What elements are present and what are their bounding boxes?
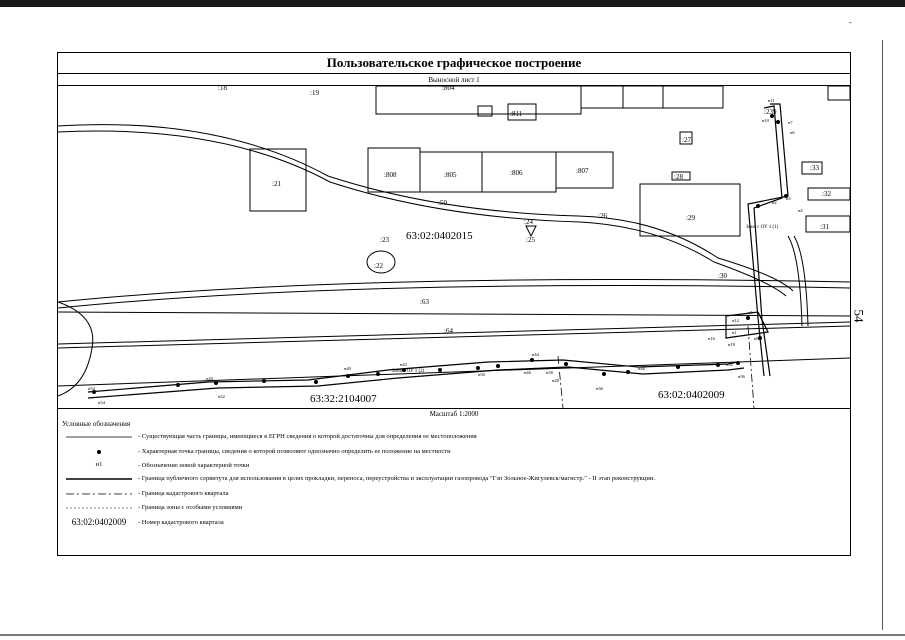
page-title: Пользовательское графическое построение <box>57 52 851 74</box>
point-label: н20 <box>206 376 213 381</box>
parcel-label: :239 <box>764 108 777 116</box>
boundary-point <box>262 379 266 383</box>
legend-row <box>62 445 842 459</box>
point-label: н48 <box>638 366 645 371</box>
point-label: н11 <box>768 98 775 103</box>
point-label: н56 <box>738 374 745 379</box>
legend-symbol-quarter-boundary <box>62 487 136 501</box>
point-label: н32 <box>218 394 225 399</box>
road-edge <box>58 131 786 296</box>
scan-top-edge <box>0 0 905 7</box>
parcel-label: :26 <box>598 212 607 220</box>
parcel-label: :804 <box>442 86 455 92</box>
parcel-label: :33 <box>810 164 819 172</box>
legend-row <box>62 472 842 486</box>
point-label: н8 <box>754 336 759 341</box>
scan-bottom-edge <box>0 634 905 636</box>
legend-row <box>62 487 842 501</box>
quarter-number: 63:02:0402015 <box>406 230 473 242</box>
boundary-point <box>736 361 740 365</box>
legend-text: - Граница публичного сервитута для использования в целях прокладки, переноса, переустройства и эксплуатации газопровода "Гзп Зольное-Жигулевск/магистр." - II этап реконструкции. <box>138 475 655 482</box>
point-label: н36 <box>596 386 603 391</box>
legend-symbol-zone-boundary <box>62 501 136 515</box>
point-label: н54 <box>88 386 95 391</box>
boundary-point <box>496 364 500 368</box>
point-label: н40 <box>344 366 351 371</box>
quarter-number: 63:32:2104007 <box>310 393 377 405</box>
zone-label: Зона с ОУ 1 (2) <box>392 369 425 374</box>
boundary-point <box>476 366 480 370</box>
parcel-label: :19 <box>310 89 319 97</box>
legend-symbol-point-label: н1 <box>95 461 103 468</box>
legend-text: - Обозначение новой характерной точки <box>138 462 250 469</box>
point-label: н46 <box>524 370 531 375</box>
legend-text: - Номер кадастрового квартала <box>138 519 224 526</box>
parcel-label: :807 <box>576 167 589 175</box>
point-label: н16 <box>708 336 715 341</box>
legend-symbol-servitude <box>62 472 136 486</box>
scan-right-edge <box>882 40 883 630</box>
legend-row <box>62 501 842 515</box>
servitude-boundary <box>88 360 738 392</box>
road-edge <box>58 286 850 309</box>
legend-title: Условные обозначения <box>62 420 131 428</box>
point-label: н3 <box>786 196 791 201</box>
legend-text: - Граница зоны с особыми условиями <box>138 504 243 511</box>
boundary-point <box>756 204 760 208</box>
parcel-label: :50 <box>438 199 447 207</box>
point-label: н12 <box>732 318 739 323</box>
building <box>623 86 663 108</box>
embankment <box>58 302 93 396</box>
boundary-point <box>176 383 180 387</box>
legend-text: - Существующая часть границы, имеющиеся в ЕГРН сведения о которой достаточны для определения ее местоположения <box>138 433 477 440</box>
boundary-point <box>626 370 630 374</box>
boundary-point <box>776 120 780 124</box>
legend-row <box>62 459 842 473</box>
point-label: н38 <box>546 370 553 375</box>
point-label: н2 <box>772 200 777 205</box>
quarter-number: 63:02:0402009 <box>658 389 725 401</box>
parcel-label: :30 <box>718 272 727 280</box>
point-label: н44 <box>532 352 539 357</box>
point-label: н7 <box>788 120 793 125</box>
zone-label: Зона с ОУ 1 (1) <box>746 225 779 230</box>
parcel-label: :27 <box>682 136 691 144</box>
parcel-label: :23 <box>380 236 389 244</box>
parcel-shape <box>526 226 536 236</box>
boundary-point <box>314 380 318 384</box>
boundary-point <box>376 372 380 376</box>
point-label: н52 <box>726 362 733 367</box>
scale-text: Масштаб 1:2000 <box>57 408 851 418</box>
parcel-label: :32 <box>822 190 831 198</box>
point-label: н34 <box>98 400 105 405</box>
sheet-label: Выносной лист 1 <box>57 74 851 86</box>
parcel-label: :806 <box>510 169 523 177</box>
page-number: 54 <box>851 309 867 323</box>
building <box>663 86 723 108</box>
map-drawing <box>58 86 850 408</box>
point-label: н28 <box>552 378 559 383</box>
parcel-label: :805 <box>444 171 457 179</box>
boundary-point <box>214 381 218 385</box>
point-label: н42 <box>400 362 407 367</box>
boundary-point <box>346 374 350 378</box>
point-label: н10 <box>762 118 769 123</box>
point-label: н5 <box>748 310 753 315</box>
building <box>581 86 623 108</box>
cadastral-map <box>58 86 850 408</box>
parcel-label: :29 <box>686 214 695 222</box>
point-label: н1 <box>732 330 737 335</box>
boundary-point <box>716 363 720 367</box>
corner-mark: - <box>849 18 852 27</box>
point-label: н50 <box>478 372 485 377</box>
parcel-label: :63 <box>420 298 429 306</box>
parcel-label: :808 <box>384 171 397 179</box>
boundary-point <box>676 365 680 369</box>
parcel-label: :811 <box>510 110 523 118</box>
parcel-label: :31 <box>820 223 829 231</box>
legend-symbol-quarter-number: 63:02:0402009 <box>71 517 127 527</box>
parcel-label: :22 <box>374 262 383 270</box>
boundary-point <box>530 358 534 362</box>
legend-row <box>62 430 842 444</box>
legend-text: - Характерная точка границы, сведения о которой позволяют однозначно определить ее положение на местности <box>138 448 451 455</box>
building <box>368 148 420 192</box>
legend-row <box>62 516 842 530</box>
parcel-label: :21 <box>272 180 281 188</box>
parcel-label: :25 <box>526 236 535 244</box>
boundary-point <box>564 362 568 366</box>
parcel-label: :28 <box>674 173 683 181</box>
point-label: н4 <box>798 208 803 213</box>
parcel-label: :24 <box>524 218 533 226</box>
legend-text: - Граница кадастрового квартала <box>138 490 229 497</box>
boundary-point <box>602 372 606 376</box>
parcel-label: :18 <box>218 86 227 92</box>
point-label: н18 <box>728 342 735 347</box>
legend-symbol-existing-boundary <box>62 430 136 444</box>
boundary-point <box>438 368 442 372</box>
point-label: н6 <box>790 130 795 135</box>
legend-symbol-point <box>62 445 136 459</box>
road-edge <box>58 125 793 291</box>
boundary-point <box>746 316 750 320</box>
building <box>828 86 850 100</box>
parcel-label: :64 <box>444 327 453 335</box>
